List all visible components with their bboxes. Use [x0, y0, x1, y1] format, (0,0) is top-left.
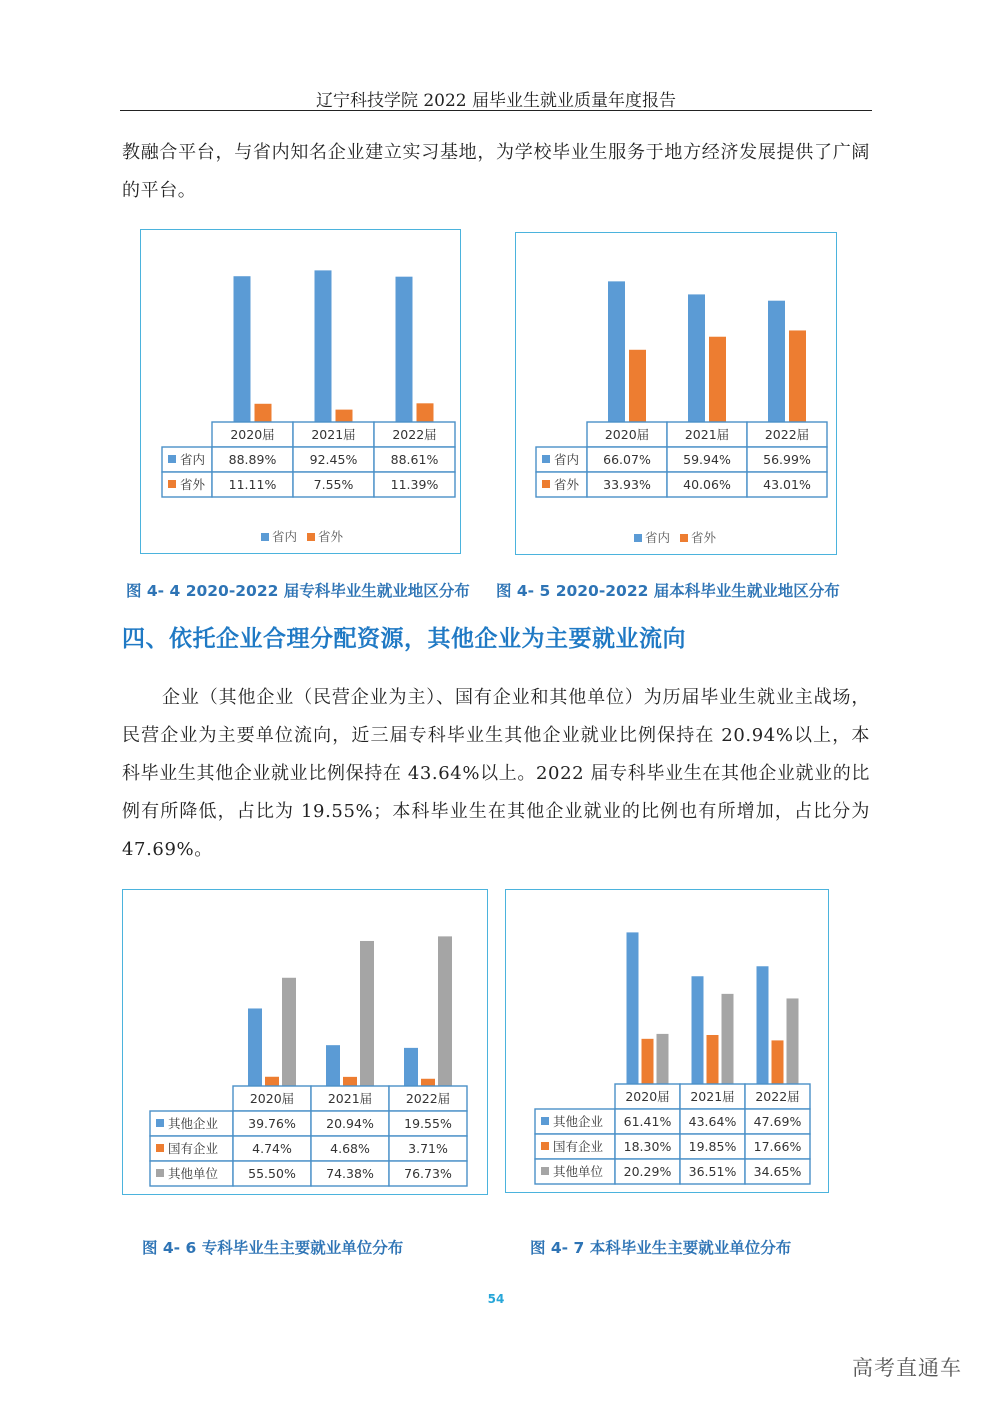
data-label: 43.01% [763, 477, 811, 492]
series-name-label: 省外 [180, 477, 206, 492]
series-key-swatch [168, 480, 176, 488]
chart-svg [506, 890, 830, 1194]
data-label: 55.50% [248, 1166, 296, 1181]
section-heading: 四、依托企业合理分配资源，其他企业为主要就业流向 [122, 626, 686, 652]
data-label: 11.39% [390, 477, 439, 492]
bar-1-2 [789, 330, 806, 422]
data-label: 61.41% [623, 1114, 672, 1129]
series-name-label: 其他企业 [553, 1114, 604, 1129]
data-label: 3.71% [408, 1141, 448, 1156]
data-label: 56.99% [763, 452, 811, 467]
category-label: 2021届 [327, 1091, 373, 1106]
bar-1-1 [707, 1035, 719, 1084]
data-label: 47.69% [753, 1114, 802, 1129]
bar-0-2 [768, 301, 785, 422]
paragraph-intro: 教融合平台，与省内知名企业建立实习基地，为学校毕业生服务于地方经济发展提供了广阔的平台。 [122, 142, 870, 201]
series-key-swatch [156, 1144, 164, 1152]
category-label: 2021届 [311, 427, 356, 442]
data-label: 34.65% [753, 1164, 802, 1179]
category-label: 2020届 [230, 427, 275, 442]
legend-label: 省外 [318, 529, 344, 544]
category-label: 2022届 [392, 427, 437, 442]
data-label: 17.66% [753, 1139, 802, 1154]
bar-1-0 [265, 1077, 279, 1086]
data-label: 40.06% [683, 477, 731, 492]
bar-0-1 [326, 1045, 340, 1086]
bar-1-2 [417, 403, 434, 422]
series-name-label: 国有企业 [168, 1141, 219, 1156]
bar-2-2 [787, 998, 799, 1084]
bar-0-0 [248, 1008, 262, 1086]
data-label: 36.51% [688, 1164, 737, 1179]
legend-label: 省外 [691, 530, 717, 545]
chart-undergrad-employer [505, 889, 829, 1193]
page-number: 54 [487, 1292, 505, 1306]
chart-specialist-region [140, 229, 461, 554]
chart-specialist-employer [122, 889, 488, 1195]
bar-0-2 [757, 966, 769, 1084]
bar-0-0 [608, 281, 625, 422]
chart-svg [141, 230, 462, 555]
bar-2-2 [438, 936, 452, 1086]
data-label: 88.89% [228, 452, 277, 467]
legend-swatch [680, 534, 688, 542]
caption-fig-4-5: 图 4- 5 2020-2022 届本科毕业生就业地区分布 [496, 582, 840, 600]
bar-1-1 [336, 410, 353, 422]
data-label: 74.38% [326, 1166, 374, 1181]
bar-1-0 [642, 1039, 654, 1084]
bar-1-1 [343, 1077, 357, 1086]
data-label: 19.55% [404, 1116, 452, 1131]
category-label: 2021届 [690, 1089, 735, 1104]
data-label: 11.11% [228, 477, 277, 492]
bar-1-2 [421, 1079, 435, 1086]
legend-swatch [634, 534, 642, 542]
bar-0-1 [692, 976, 704, 1084]
legend-label: 省内 [645, 530, 671, 545]
series-key-swatch [541, 1117, 549, 1125]
series-key-swatch [168, 455, 176, 463]
series-name-label: 国有企业 [553, 1139, 604, 1154]
data-label: 43.64% [688, 1114, 737, 1129]
data-label: 33.93% [603, 477, 651, 492]
data-label: 4.74% [252, 1141, 292, 1156]
caption-fig-4-4: 图 4- 4 2020-2022 届专科毕业生就业地区分布 [126, 582, 470, 600]
data-label: 39.76% [248, 1116, 296, 1131]
bar-1-0 [255, 404, 272, 422]
bar-0-0 [627, 932, 639, 1084]
bar-0-1 [315, 270, 332, 422]
category-label: 2022届 [755, 1089, 800, 1104]
series-key-swatch [541, 1167, 549, 1175]
category-label: 2021届 [684, 427, 730, 442]
data-label: 19.85% [688, 1139, 737, 1154]
data-label: 18.30% [623, 1139, 672, 1154]
bar-0-1 [688, 294, 705, 422]
legend-swatch [261, 533, 269, 541]
data-label: 4.68% [330, 1141, 370, 1156]
category-label: 2020届 [625, 1089, 670, 1104]
bar-0-0 [234, 276, 251, 422]
legend-label: 省内 [272, 529, 298, 544]
series-key-swatch [542, 455, 550, 463]
series-key-swatch [156, 1119, 164, 1127]
data-label: 20.29% [623, 1164, 672, 1179]
series-key-swatch [542, 480, 550, 488]
bar-1-2 [772, 1040, 784, 1084]
series-key-swatch [156, 1169, 164, 1177]
watermark-text: 高考直通车 [852, 1356, 962, 1380]
bar-0-2 [396, 277, 413, 422]
caption-fig-4-7: 图 4- 7 本科毕业生主要就业单位分布 [530, 1239, 792, 1257]
bar-2-1 [360, 941, 374, 1086]
series-name-label: 省内 [554, 452, 580, 467]
bar-0-2 [404, 1048, 418, 1086]
bar-2-0 [282, 978, 296, 1086]
data-label: 59.94% [683, 452, 731, 467]
legend-swatch [307, 533, 315, 541]
category-label: 2022届 [405, 1091, 451, 1106]
series-key-swatch [541, 1142, 549, 1150]
series-name-label: 其他单位 [553, 1164, 604, 1179]
chart-svg [123, 890, 489, 1196]
category-label: 2022届 [764, 427, 810, 442]
chart-undergrad-region [515, 232, 837, 555]
category-label: 2020届 [604, 427, 650, 442]
data-label: 66.07% [603, 452, 651, 467]
bar-2-0 [657, 1034, 669, 1084]
data-label: 88.61% [390, 452, 439, 467]
data-label: 20.94% [326, 1116, 374, 1131]
paragraph-body: 企业（其他企业（民营企业为主）、国有企业和其他单位）为历届毕业生就业主战场，民营企业为主要单位流向，近三届专科毕业生其他企业就业比例保持在 20.94%以上，本科毕业生其他企业就业比例保持在 43.64%以上。2022 届专科毕业生在其他企业就业的比例有所降低，占比为 19.55%；本科毕业生在其他企业就业的比例也有所增加，占比分为 47.69%。 [122, 687, 870, 860]
series-name-label: 省内 [180, 452, 206, 467]
bar-1-0 [629, 350, 646, 422]
page-header-title: 辽宁科技学院 2022 届毕业生就业质量年度报告 [315, 91, 677, 111]
bar-2-1 [722, 994, 734, 1084]
series-name-label: 其他企业 [168, 1116, 219, 1131]
data-label: 76.73% [404, 1166, 452, 1181]
series-name-label: 省外 [554, 477, 580, 492]
data-label: 92.45% [309, 452, 358, 467]
bar-1-1 [709, 337, 726, 422]
header-divider [120, 110, 872, 111]
data-label: 7.55% [313, 477, 354, 492]
caption-fig-4-6: 图 4- 6 专科毕业生主要就业单位分布 [142, 1239, 404, 1257]
category-label: 2020届 [249, 1091, 295, 1106]
series-name-label: 其他单位 [168, 1166, 219, 1181]
chart-svg [516, 233, 838, 556]
